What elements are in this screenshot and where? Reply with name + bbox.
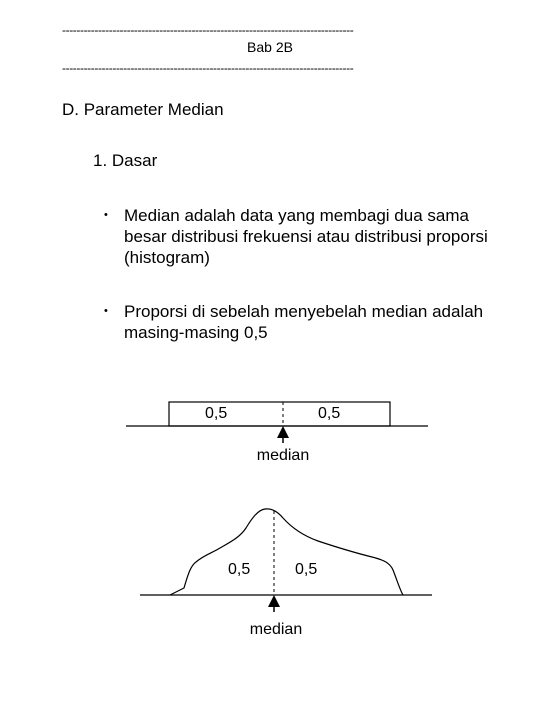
bullet-text: Proporsi di sebelah menyebelah median adalah masing-masing 0,5 — [124, 302, 484, 342]
bullet-dot-icon: • — [104, 209, 108, 221]
rect-diagram — [126, 402, 428, 464]
rect-median-label: median — [256, 447, 310, 464]
rect-box — [169, 402, 390, 426]
subsection-title: 1. Dasar — [93, 151, 158, 170]
bullet-dot-icon: • — [104, 305, 108, 317]
bottom-divider: --------------------------------------------------------------------------------- — [62, 62, 354, 74]
rect-right-value: 0,5 — [318, 405, 341, 422]
curve-median-label: median — [249, 621, 303, 638]
rect-left-value: 0,5 — [205, 405, 228, 422]
top-divider: --------------------------------------------------------------------------------- — [62, 24, 354, 36]
curve-right-value: 0,5 — [295, 561, 318, 578]
page-header-title: Bab 2B — [247, 39, 293, 55]
curve-left-value: 0,5 — [228, 561, 251, 578]
section-title: D. Parameter Median — [62, 100, 224, 119]
distribution-curve — [170, 509, 403, 595]
curve-diagram — [140, 509, 432, 638]
bullet-text: Median adalah data yang membagi dua sama besar distribusi frekuensi atau distribusi proporsi (histogram) — [124, 206, 488, 267]
